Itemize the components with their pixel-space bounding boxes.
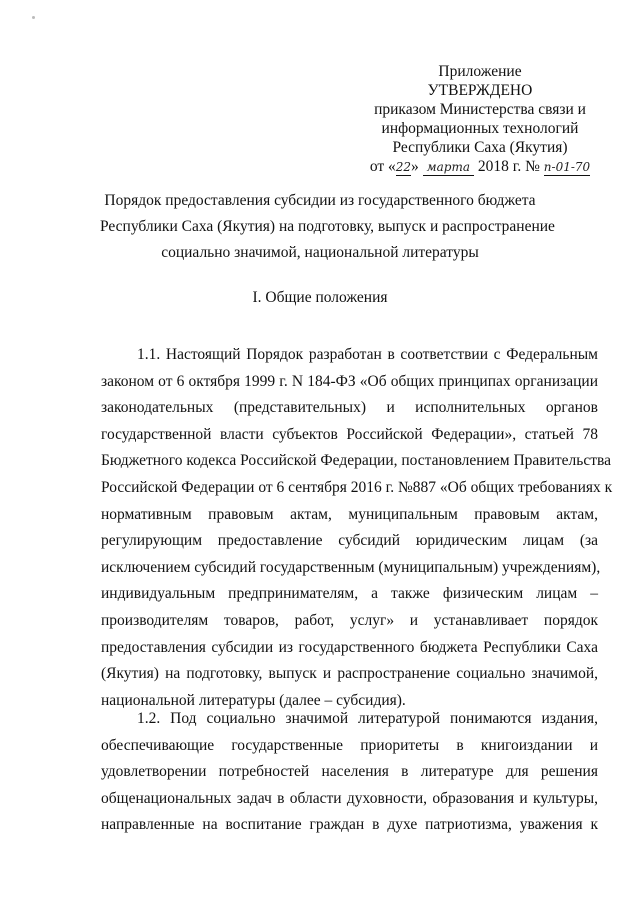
paragraph-line: Российской Федерации от 6 сентября 2016 г. №887 «Об общих требованиях к bbox=[101, 478, 613, 496]
paragraph-line: законом от 6 октября 1999 г. N 184-ФЗ «Об общих принципах организации bbox=[101, 372, 598, 390]
paragraph-line: общенациональных задач в области духовности, образования и культуры, bbox=[101, 789, 598, 807]
paragraph-line: производителям товаров, работ, услуг» и устанавливает порядок bbox=[101, 611, 598, 629]
number-label: № bbox=[525, 158, 540, 175]
paragraph-line: национальной литературы (далее – субсидия). bbox=[101, 691, 406, 709]
paragraph-line: регулирующим предоставление субсидий юридическим лицам (за bbox=[101, 532, 598, 550]
title-line-1: Порядок предоставления субсидии из государственного бюджета bbox=[104, 192, 536, 209]
date-day: 22 bbox=[395, 160, 412, 174]
paragraph-line: 1.2. Под социально значимой литературой понимаются издания, bbox=[137, 710, 598, 727]
paragraph-1-2 bbox=[101, 706, 598, 839]
paragraph-line: Бюджетного кодекса Российской Федерации, постановлением Правительства bbox=[101, 452, 611, 470]
paragraph-line: предоставления субсидии из государственного бюджета Республики Саха bbox=[101, 638, 598, 656]
paragraph-line: индивидуальным предпринимателям, а также физическим лицам – bbox=[101, 585, 598, 603]
paragraph-line: исключением субсидий государственным (муниципальным) учреждениям), bbox=[101, 558, 601, 576]
paragraph-line: обеспечивающие государственные приоритеты в книгоиздании и bbox=[101, 736, 598, 754]
date-month: марта bbox=[423, 160, 474, 176]
date-prefix: от « bbox=[369, 158, 396, 175]
appendix-label: Приложение bbox=[438, 63, 522, 80]
scan-speck bbox=[32, 16, 35, 19]
number-value: п-01-70 bbox=[543, 160, 591, 174]
approved-label: УТВЕРЖДЕНО bbox=[427, 82, 533, 99]
paragraph-line: 1.1. Настоящий Порядок разработан в соответствии с Федеральным bbox=[137, 346, 598, 363]
title-line-3: социально значимой, национальной литературы bbox=[161, 244, 479, 261]
paragraph-line: (Якутия) на подготовку, выпуск и распространение социально значимой, bbox=[101, 665, 598, 683]
approval-date-line bbox=[360, 157, 600, 176]
paragraph-line: удовлетворении потребностей населения в литературе для решения bbox=[101, 763, 598, 781]
date-year: 2018 г. bbox=[477, 158, 522, 175]
approval-block bbox=[360, 62, 600, 176]
approval-order-line3: Республики Саха (Якутия) bbox=[392, 139, 568, 156]
paragraph-line: государственной власти субъектов Российской Федерации», статьей 78 bbox=[101, 425, 598, 443]
paragraph-line: направленные на воспитание граждан в духе патриотизма, уважения к bbox=[101, 816, 598, 834]
title-line-2: Республики Саха (Якутия) на подготовку, выпуск и распространение bbox=[100, 218, 555, 235]
date-mid: » bbox=[411, 158, 419, 175]
section-heading: I. Общие положения bbox=[252, 289, 388, 306]
paragraph-line: законодательных (представительных) и исполнительных органов bbox=[101, 399, 598, 417]
paragraph-line: нормативным правовым актам, муниципальным правовым актам, bbox=[101, 505, 598, 523]
paragraph-1-1 bbox=[101, 342, 613, 714]
approval-order-line1: приказом Министерства связи и bbox=[374, 101, 586, 118]
approval-order-line2: информационных технологий bbox=[381, 120, 579, 137]
document-title bbox=[100, 188, 555, 266]
